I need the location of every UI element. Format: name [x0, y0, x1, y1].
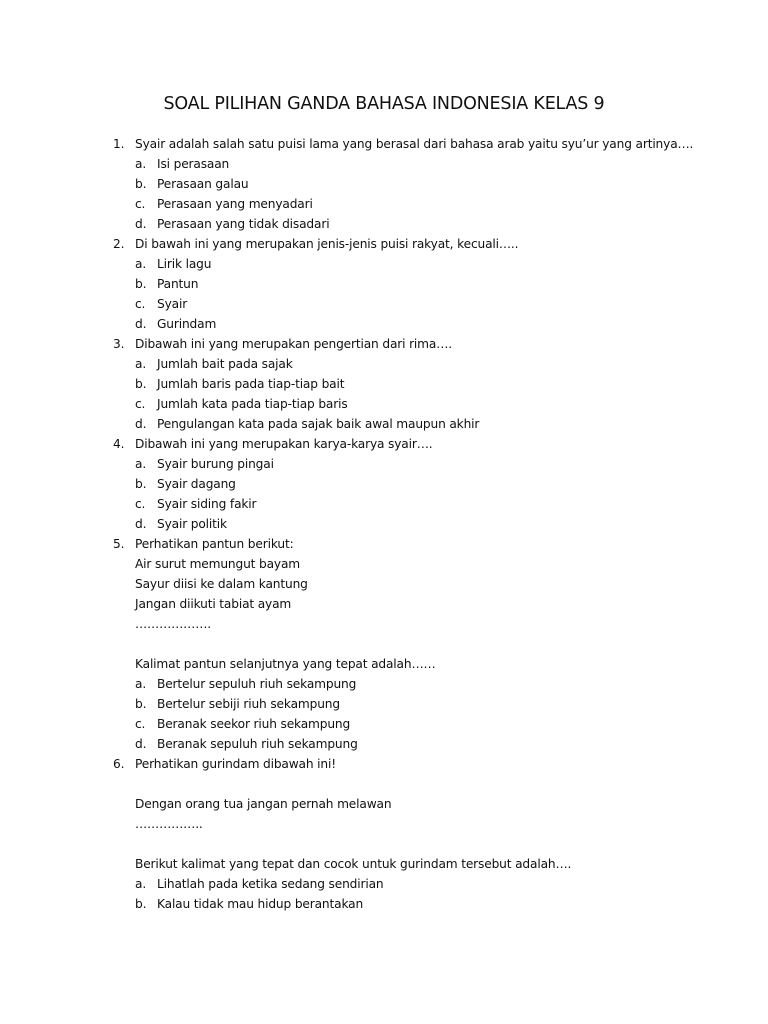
option-c	[0, 294, 768, 314]
option-text: Perasaan yang tidak disadari	[157, 217, 330, 231]
question-number: 3.	[113, 337, 125, 351]
question-6	[0, 754, 768, 774]
option-text: Syair	[157, 297, 188, 311]
option-text: Jumlah kata pada tiap-tiap baris	[157, 397, 348, 411]
option-text: Pengulangan kata pada sajak baik awal maupun akhir	[157, 417, 480, 431]
spacer	[0, 634, 768, 654]
question-5	[0, 534, 768, 554]
option-text: Beranak seekor riuh sekampung	[157, 717, 351, 731]
option-d	[0, 214, 768, 234]
option-b	[0, 274, 768, 294]
spacer	[0, 834, 768, 854]
option-letter: c.	[135, 397, 146, 411]
pantun-text: Jangan diikuti tabiat ayam	[135, 597, 292, 611]
question-prompt	[0, 854, 768, 874]
question-prompt	[0, 654, 768, 674]
option-text: Syair burung pingai	[157, 457, 274, 471]
option-letter: a.	[135, 877, 147, 891]
option-b	[0, 174, 768, 194]
option-a	[0, 454, 768, 474]
option-text: Beranak sepuluh riuh sekampung	[157, 737, 358, 751]
option-text: Bertelur sebiji riuh sekampung	[157, 697, 340, 711]
option-a	[0, 154, 768, 174]
question-number: 2.	[113, 237, 125, 251]
page-title: SOAL PILIHAN GANDA BAHASA INDONESIA KELAS 9	[163, 94, 605, 114]
pantun-blank: ……………….	[135, 617, 211, 631]
option-a	[0, 874, 768, 894]
option-b	[0, 694, 768, 714]
option-text: Jumlah baris pada tiap-tiap bait	[157, 377, 345, 391]
option-c	[0, 194, 768, 214]
option-text: Isi perasaan	[157, 157, 230, 171]
option-d	[0, 734, 768, 754]
option-b	[0, 374, 768, 394]
option-text: Lirik lagu	[157, 257, 212, 271]
question-number: 4.	[113, 437, 125, 451]
option-letter: d.	[135, 737, 147, 751]
option-text: Gurindam	[157, 317, 217, 331]
option-letter: b.	[135, 277, 147, 291]
spacer	[0, 774, 768, 794]
option-a	[0, 354, 768, 374]
option-letter: c.	[135, 197, 146, 211]
option-a	[0, 674, 768, 694]
option-c	[0, 394, 768, 414]
question-number: 1.	[113, 137, 125, 151]
option-letter: c.	[135, 497, 146, 511]
option-letter: d.	[135, 217, 147, 231]
option-text: Perasaan yang menyadari	[157, 197, 313, 211]
option-text: Syair politik	[157, 517, 227, 531]
option-text: Jumlah bait pada sajak	[157, 357, 293, 371]
option-letter: a.	[135, 257, 147, 271]
option-d	[0, 314, 768, 334]
pantun-line-1	[0, 554, 768, 574]
pantun-line-2	[0, 574, 768, 594]
option-letter: d.	[135, 417, 147, 431]
option-text: Lihatlah pada ketika sedang sendirian	[157, 877, 384, 891]
option-a	[0, 254, 768, 274]
question-2	[0, 234, 768, 254]
option-text: Perasaan galau	[157, 177, 249, 191]
question-text: Dibawah ini yang merupakan karya-karya syair….	[135, 437, 433, 451]
option-text: Bertelur sepuluh riuh sekampung	[157, 677, 357, 691]
prompt-text: Berikut kalimat yang tepat dan cocok untuk gurindam tersebut adalah….	[135, 857, 572, 871]
option-c	[0, 714, 768, 734]
pantun-text: Sayur diisi ke dalam kantung	[135, 577, 308, 591]
question-list	[0, 134, 768, 914]
question-1	[0, 134, 768, 154]
pantun-text: Air surut memungut bayam	[135, 557, 301, 571]
option-letter: a.	[135, 357, 147, 371]
option-text: Syair dagang	[157, 477, 236, 491]
question-number: 6.	[113, 757, 125, 771]
option-d	[0, 514, 768, 534]
option-letter: d.	[135, 517, 147, 531]
option-letter: a.	[135, 457, 147, 471]
option-letter: b.	[135, 377, 147, 391]
question-3	[0, 334, 768, 354]
option-text: Syair siding fakir	[157, 497, 257, 511]
gurindam-text: Dengan orang tua jangan pernah melawan	[135, 797, 392, 811]
option-letter: b.	[135, 897, 147, 911]
option-letter: b.	[135, 697, 147, 711]
gurindam-blank: ……………..	[135, 817, 203, 831]
pantun-line-4	[0, 614, 768, 634]
gurindam-line-1	[0, 794, 768, 814]
option-c	[0, 494, 768, 514]
prompt-text: Kalimat pantun selanjutnya yang tepat adalah……	[135, 657, 436, 671]
option-d	[0, 414, 768, 434]
option-letter: d.	[135, 317, 147, 331]
question-4	[0, 434, 768, 454]
question-text: Dibawah ini yang merupakan pengertian dari rima….	[135, 337, 452, 351]
question-text: Perhatikan pantun berikut:	[135, 537, 294, 551]
option-text: Pantun	[157, 277, 199, 291]
option-letter: a.	[135, 157, 147, 171]
option-text: Kalau tidak mau hidup berantakan	[157, 897, 364, 911]
option-b	[0, 474, 768, 494]
option-letter: c.	[135, 717, 146, 731]
option-letter: b.	[135, 177, 147, 191]
pantun-line-3	[0, 594, 768, 614]
gurindam-line-2	[0, 814, 768, 834]
question-text: Perhatikan gurindam dibawah ini!	[135, 757, 336, 771]
question-text: Di bawah ini yang merupakan jenis-jenis puisi rakyat, kecuali…..	[135, 237, 519, 251]
option-b	[0, 894, 768, 914]
option-letter: b.	[135, 477, 147, 491]
question-number: 5.	[113, 537, 125, 551]
option-letter: a.	[135, 677, 147, 691]
question-text: Syair adalah salah satu puisi lama yang berasal dari bahasa arab yaitu syu’ur yang artinya….	[135, 137, 694, 151]
option-letter: c.	[135, 297, 146, 311]
